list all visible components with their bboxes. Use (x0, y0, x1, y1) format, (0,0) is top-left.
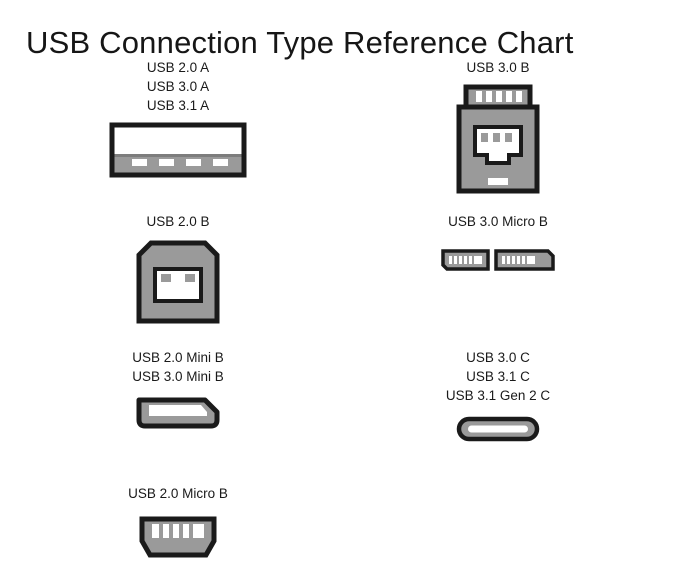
connector-label: USB 3.0 Micro B (448, 214, 548, 229)
connector-label: USB 2.0 B (146, 214, 210, 229)
connector-label: USB 2.0 Mini B (132, 350, 224, 365)
connector-usb-3-micro-b (398, 212, 598, 275)
connector-label: USB 2.0 A (146, 60, 210, 75)
connector-usb-2-b (88, 212, 268, 325)
connector-usb-c-labels (388, 348, 608, 405)
connector-usb-2-b-labels (88, 212, 268, 231)
page-title: USB Connection Type Reference Chart (26, 24, 574, 60)
connector-label: USB 3.1 Gen 2 C (445, 388, 551, 403)
connector-label: USB 3.1 A (146, 98, 210, 113)
connector-label: USB 2.0 Micro B (128, 486, 228, 501)
usb-2-micro-b-connector-icon (78, 515, 278, 559)
usb-3-micro-b-connector-icon (398, 245, 598, 275)
connector-usb-3-b (408, 58, 588, 195)
connector-usb-mini-b-labels (78, 348, 278, 386)
connector-label: USB 3.0 B (466, 60, 530, 75)
connector-usb-2-micro-b (78, 484, 278, 559)
connector-label: USB 3.0 Mini B (132, 369, 224, 384)
usb-3-type-b-connector-icon (408, 83, 588, 195)
connector-usb-a (88, 58, 268, 179)
connector-usb-a-labels (88, 58, 268, 115)
connector-usb-3-micro-b-labels (398, 212, 598, 231)
connector-usb-3-b-labels (408, 58, 588, 77)
connector-usb-c (388, 348, 608, 443)
usb-mini-b-connector-icon (78, 394, 278, 430)
connector-usb-mini-b (78, 348, 278, 430)
connector-label: USB 3.0 A (146, 79, 210, 94)
usb-type-c-connector-icon (388, 415, 608, 443)
usb-2-type-b-connector-icon (88, 239, 268, 325)
connector-label: USB 3.1 C (466, 369, 530, 384)
connector-label: USB 3.0 C (466, 350, 530, 365)
usb-type-a-connector-icon (88, 121, 268, 179)
connector-usb-2-micro-b-labels (78, 484, 278, 503)
